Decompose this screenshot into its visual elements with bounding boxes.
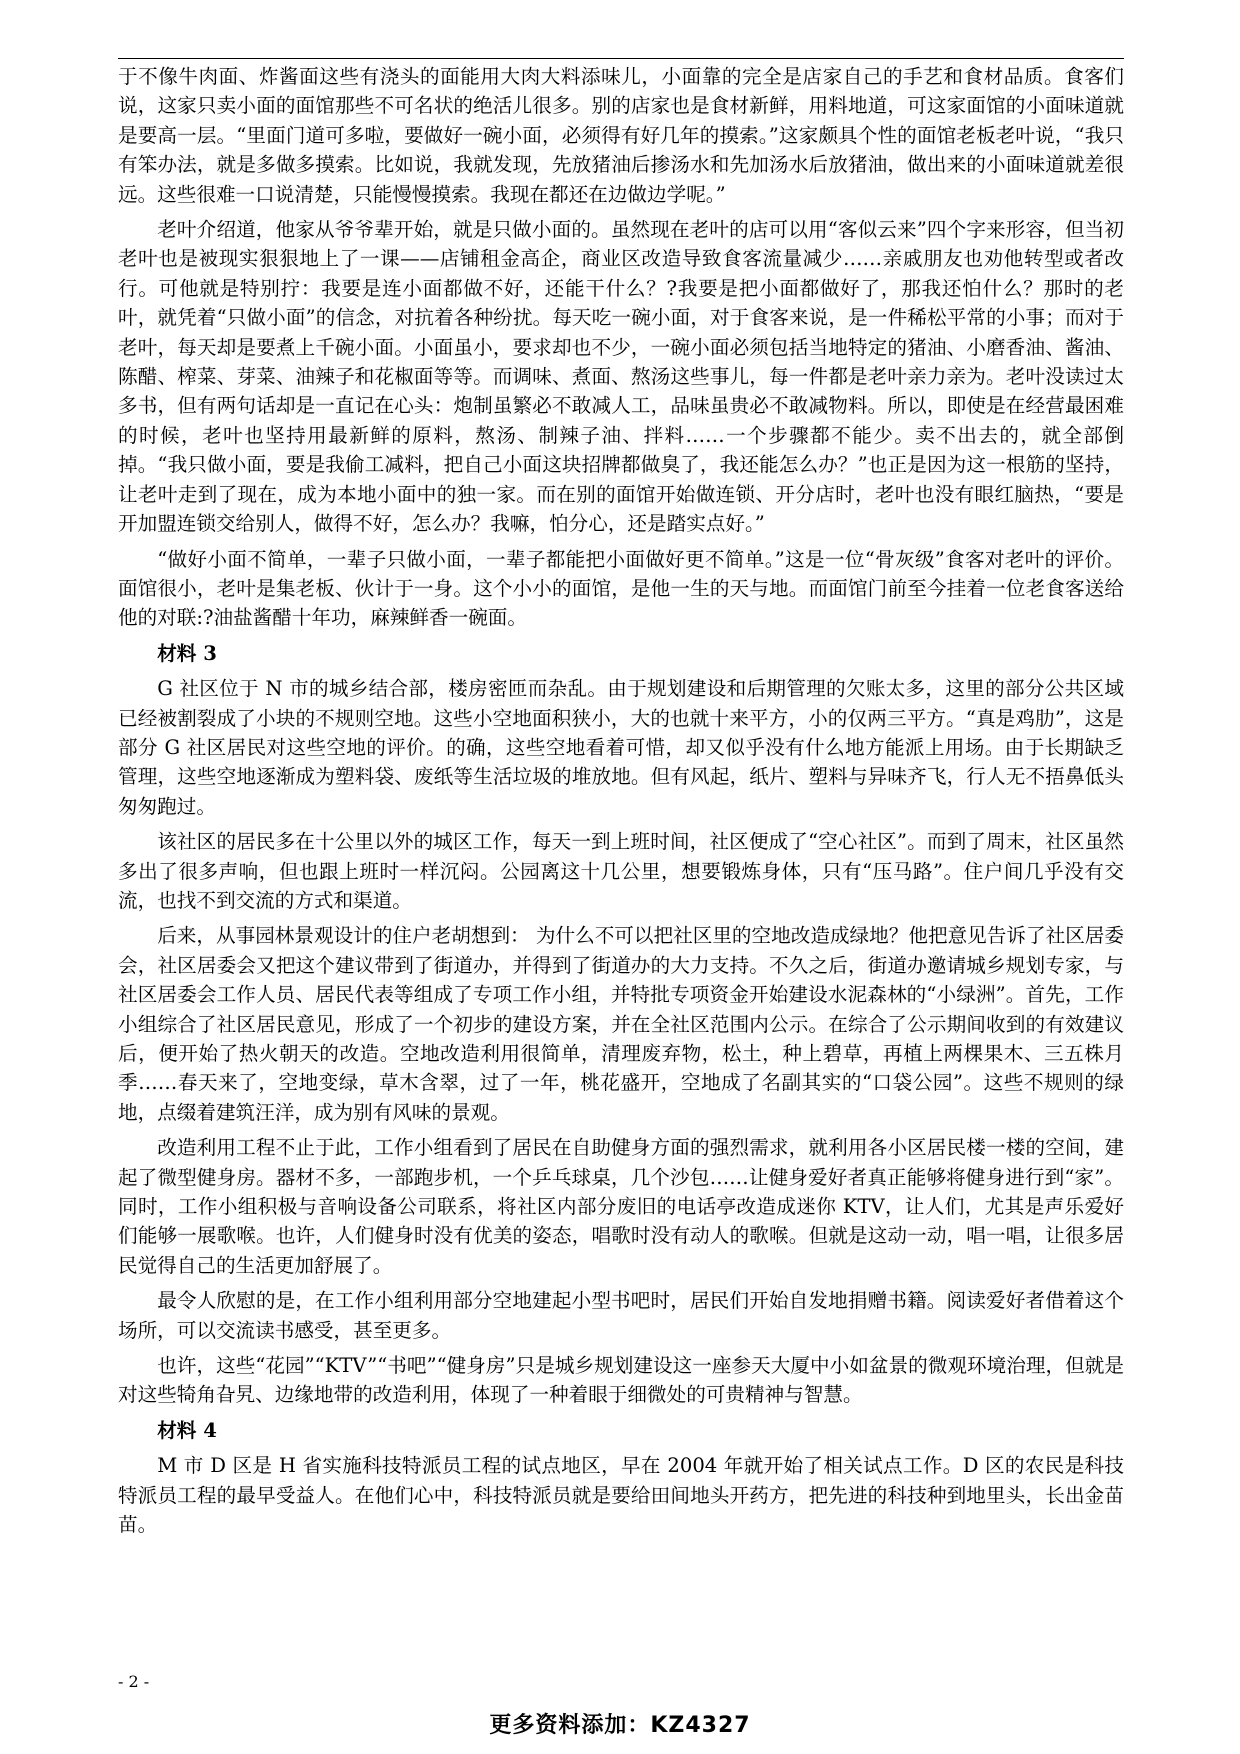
paragraph: G 社区位于 N 市的城乡结合部，楼房密匝而杂乱。由于规划建设和后期管理的欠账太多，这里的部分公共区域已经被割裂成了小块的不规则空地。这些小空地面积狭小，大的也就十来平方，小的仅两三平方。“真是鸡肋”，这是部分 G 社区居民对这些空地的评价。的确，这些空地看着可惜，却又似乎没有什么地方能派上用场。由于长期缺乏管理，这些空地逐渐成为塑料袋、废纸等生活垃圾的堆放地。但有风起，纸片、塑料与异味齐飞，行人无不捂鼻低头匆匆跑过。 — [118, 677, 1124, 818]
header-rule — [118, 58, 1124, 59]
footer-note: 更多资料添加：KZ4327 — [489, 1713, 751, 1738]
paragraph: 该社区的居民多在十公里以外的城区工作，每天一到上班时间，社区便成了“空心社区”。而到了周末，社区虽然多出了很多声响，但也跟上班时一样沉闷。公园离这十几公里，想要锻炼身体，只有“压马路”。住户间几乎没有交流，也找不到交流的方式和渠道。 — [118, 830, 1124, 912]
paragraph: 于不像牛肉面、炸酱面这些有浇头的面能用大肉大料添味儿，小面靠的完全是店家自己的手艺和食材品质。食客们说，这家只卖小面的面馆那些不可名状的绝活儿很多。别的店家也是食材新鲜，用料地道，可这家面馆的小面味道就是要高一层。“里面门道可多啦，要做好一碗小面，必须得有好几年的摸索。”这家颇具个性的面馆老板老叶说，“我只有笨办法，就是多做多摸索。比如说，我就发现，先放猪油后掺汤水和先加汤水后放猪油，做出来的小面味道就差很远。这些很难一口说清楚，只能慢慢摸索。我现在都还在边做边学呢。” — [118, 65, 1124, 206]
document-body — [118, 62, 1124, 1546]
section-heading: 材料 4 — [157, 1418, 217, 1442]
paragraph: M 市 D 区是 H 省实施科技特派员工程的试点地区，早在 2004 年就开始了相关试点工作。D 区的农民是科技特派员工程的最早受益人。在他们心中，科技特派员就是要给田间地头开药方，把先进的科技种到地里头，长出金苗苗。 — [118, 1454, 1124, 1537]
paragraph: 最令人欣慰的是，在工作小组利用部分空地建起小型书吧时，居民们开始自发地捐赠书籍。阅读爱好者借着这个场所，可以交流读书感受，甚至更多。 — [118, 1289, 1124, 1342]
paragraph: “做好小面不简单，一辈子只做小面，一辈子都能把小面做好更不简单。”这是一位“骨灰级”食客对老叶的评价。面馆很小，老叶是集老板、伙计于一身。这个小小的面馆，是他一生的天与地。而面馆门前至今挂着一位老食客送给他的对联:?油盐酱醋十年功，麻辣鲜香一碗面。 — [118, 547, 1124, 630]
paragraph: 也许，这些“花园”“KTV”“书吧”“健身房”只是城乡规划建设这一座参天大厦中小如盆景的微观环境治理，但就是对这些犄角旮旯、边缘地带的改造利用，体现了一种着眼于细微处的可贵精神与智慧。 — [118, 1354, 1124, 1407]
paragraph: 老叶介绍道，他家从爷爷辈开始，就是只做小面的。虽然现在老叶的店可以用“客似云来”四个字来形容，但当初老叶也是被现实狠狠地上了一课——店铺租金高企，商业区改造导致食客流量减少……亲戚朋友也劝他转型或者改行。可他就是特别拧：我要是连小面都做不好，还能干什么？?我要是把小面都做好了，那我还怕什么？那时的老叶，就凭着“只做小面”的信念，对抗着各种纷扰。每天吃一碗小面，对于食客来说，是一件稀松平常的小事；而对于老叶，每天却是要煮上千碗小面。小面虽小，要求却也不少，一碗小面必须包括当地特定的猪油、小磨香油、酱油、陈醋、榨菜、芽菜、油辣子和花椒面等等。而调味、煮面、熬汤这些事儿，每一件都是老叶亲力亲为。老叶没读过太多书，但有两句话却是一直记在心头：炮制虽繁必不敢减人工，品味虽贵必不敢减物料。所以，即使是在经营最困难的时候，老叶也坚持用最新鲜的原料，熬汤、制辣子油、拌料……一个步骤都不能少。卖不出去的，就全部倒掉。“我只做小面，要是我偷工减料，把自己小面这块招牌都做臭了，我还能怎么办？”也正是因为这一根筋的坚持，让老叶走到了现在，成为本地小面中的独一家。而在别的面馆开始做连锁、开分店时，老叶也没有眼红脑热，“要是开加盟连锁交给别人，做得不好，怎么办？我嘛，怕分心，还是踏实点好。” — [118, 218, 1124, 536]
page-number: - 2 - — [118, 1672, 150, 1691]
section-heading: 材料 3 — [157, 641, 217, 665]
paragraph: 后来，从事园林景观设计的住户老胡想到： 为什么不可以把社区里的空地改造成绿地？他把意见告诉了社区居委会，社区居委会又把这个建议带到了街道办，并得到了街道办的大力支持。不久之后，街道办邀请城乡规划专家，与社区居委会工作人员、居民代表等组成了专项工作小组，并特批专项资金开始建设水泥森林的“小绿洲”。首先，工作小组综合了社区居民意见，形成了一个初步的建设方案，并在全社区范围内公示。在综合了公示期间收到的有效建议后，便开始了热火朝天的改造。空地改造利用很简单，清理废弃物，松土，种上碧草，再植上两棵果木、三五株月季……春天来了，空地变绿，草木含翠，过了一年，桃花盛开，空地成了名副其实的“口袋公园”。这些不规则的绿地，点缀着建筑汪洋，成为别有风味的景观。 — [118, 924, 1124, 1124]
paragraph: 改造利用工程不止于此，工作小组看到了居民在自助健身方面的强烈需求，就利用各小区居民楼一楼的空间，建起了微型健身房。器材不多，一部跑步机，一个乒乓球桌，几个沙包……让健身爱好者真正能够将健身进行到“家”。同时，工作小组积极与音响设备公司联系，将社区内部分废旧的电话亭改造成迷你 KTV，让人们，尤其是声乐爱好们能够一展歌喉。也许，人们健身时没有优美的姿态，唱歌时没有动人的歌喉。但就是这动一动，唱一唱，让很多居民觉得自己的生活更加舒展了。 — [118, 1136, 1124, 1277]
